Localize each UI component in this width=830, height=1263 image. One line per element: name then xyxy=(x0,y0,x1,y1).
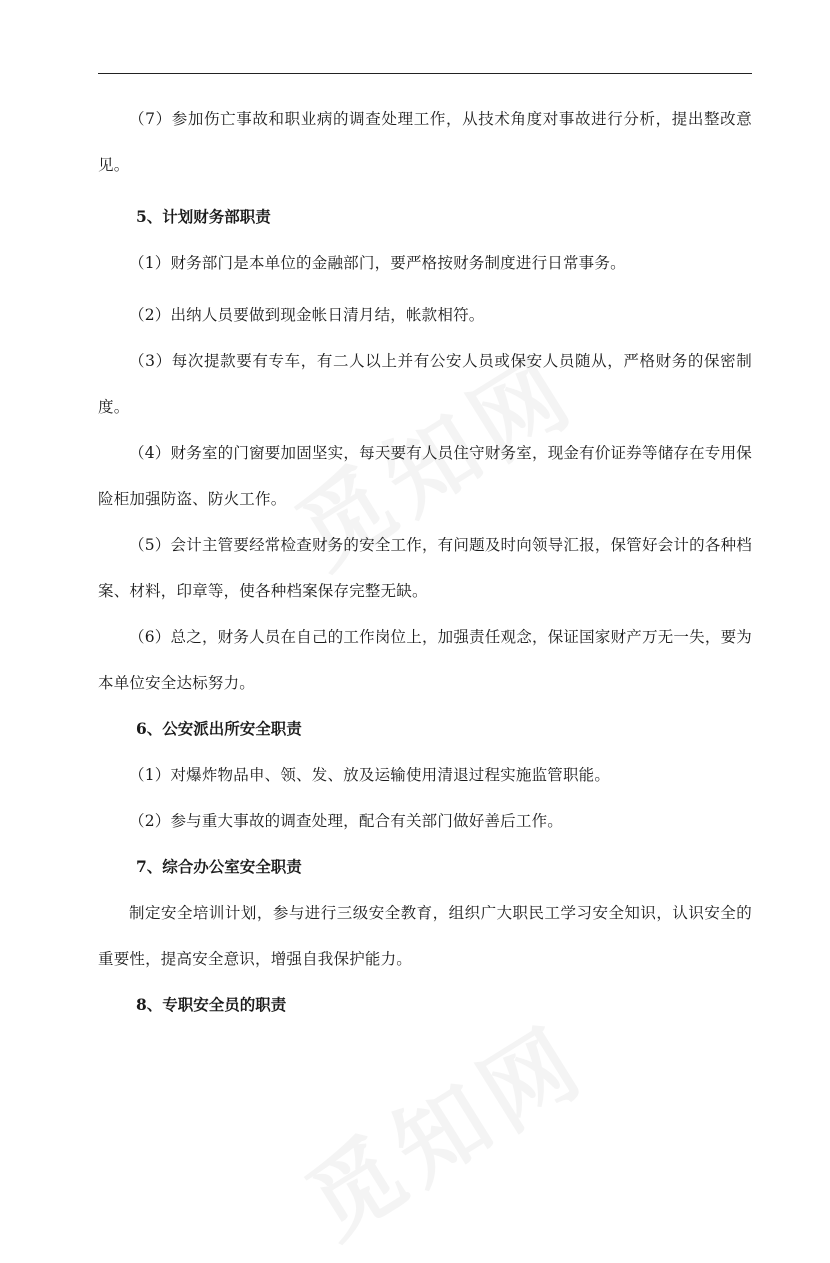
finance-item-6: （6）总之，财务人员在自己的工作岗位上，加强责任观念，保证国家财产万无一失，要为本单位安全达标努力。 xyxy=(98,628,752,692)
document-body xyxy=(98,96,752,1028)
watermark xyxy=(278,989,607,1263)
section-heading-6: 6、公安派出所安全职责 xyxy=(136,719,302,738)
police-item-2: （2）参与重大事故的调查处理，配合有关部门做好善后工作。 xyxy=(129,812,563,830)
header-rule xyxy=(98,73,752,74)
finance-item-5: （5）会计主管要经常检查财务的安全工作，有问题及时向领导汇报，保管好会计的各种档案、材料，印章等，使各种档案保存完整无缺。 xyxy=(98,536,752,600)
finance-item-4: （4）财务室的门窗要加固坚实，每天要有人员住守财务室，现金有价证券等储存在专用保险柜加强防盗、防火工作。 xyxy=(98,444,752,508)
office-item: 制定安全培训计划，参与进行三级安全教育，组织广大职民工学习安全知识，认识安全的重要性，提高安全意识，增强自我保护能力。 xyxy=(98,904,752,968)
police-item-1: （1）对爆炸物品申、领、发、放及运输使用清退过程实施监管职能。 xyxy=(129,766,611,784)
finance-item-2: （2）出纳人员要做到现金帐日清月结，帐款相符。 xyxy=(129,306,485,324)
section-heading-7: 7、综合办公室安全职责 xyxy=(136,857,302,876)
paragraph-item-7: （7）参加伤亡事故和职业病的调查处理工作，从技术角度对事故进行分析，提出整改意见。 xyxy=(98,110,752,174)
section-heading-5: 5、计划财务部职责 xyxy=(136,207,271,226)
section-heading-8: 8、专职安全员的职责 xyxy=(136,995,287,1014)
finance-item-3: （3）每次提款要有专车，有二人以上并有公安人员或保安人员随从，严格财务的保密制度。 xyxy=(98,352,752,416)
finance-item-1: （1）财务部门是本单位的金融部门，要严格按财务制度进行日常事务。 xyxy=(129,254,626,272)
